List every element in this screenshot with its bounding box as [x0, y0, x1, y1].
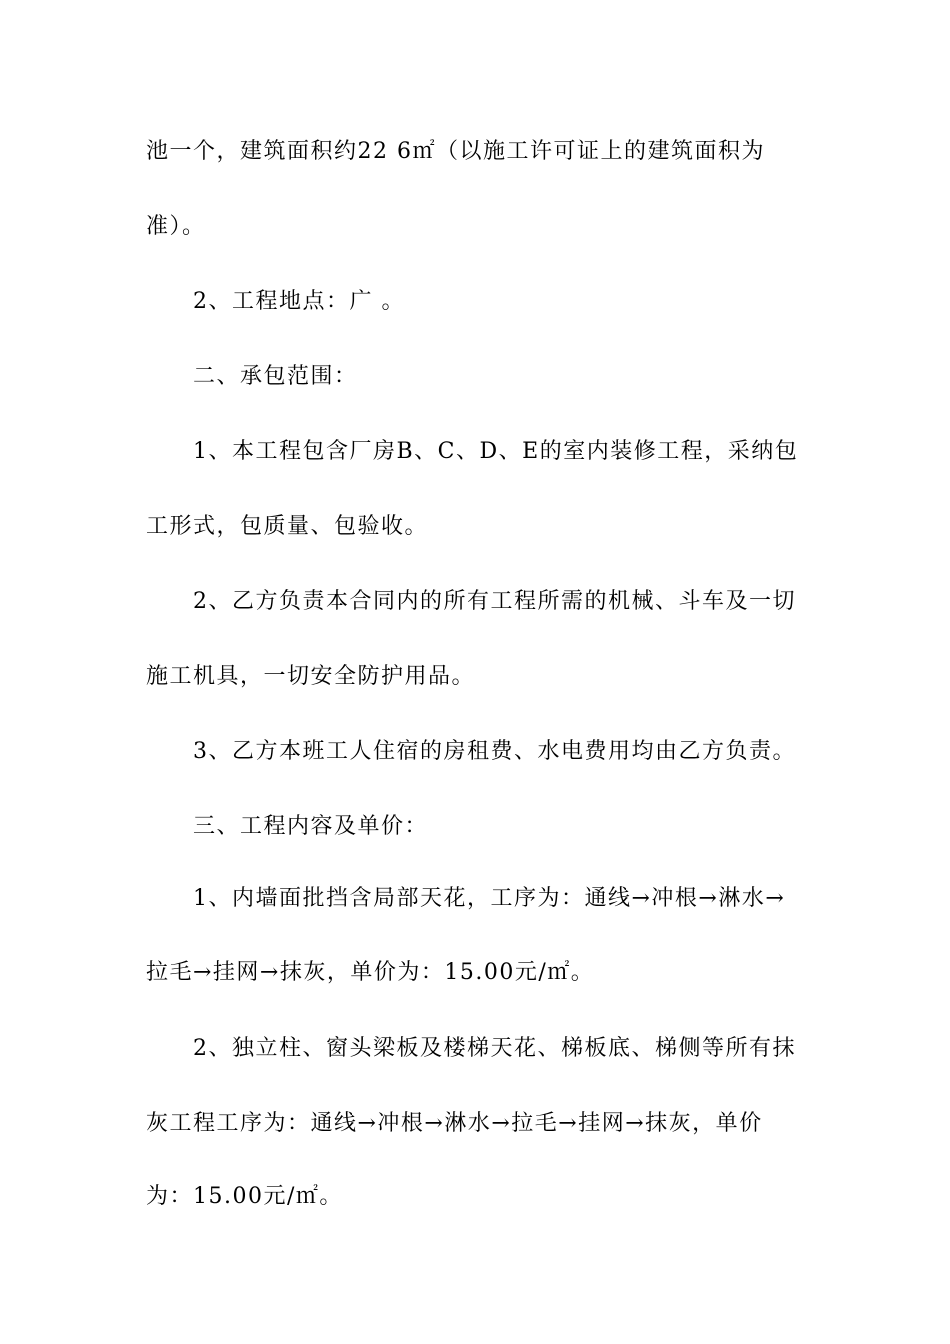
- text-line: 拉毛→挂网→抹灰，单价为：15.00元/㎡。: [146, 960, 595, 985]
- text-line: 池一个，建筑面积约22 6㎡（以施工许可证上的建筑面积为: [146, 139, 765, 164]
- text-line: 3、乙方本班工人住宿的房租费、水电费用均由乙方负责。: [193, 739, 796, 764]
- text-line: 准）。: [146, 214, 206, 239]
- text-line: 1、本工程包含厂房B、C、D、E的室内装修工程，采纳包: [193, 439, 799, 464]
- section-heading: 二、承包范围：: [193, 364, 358, 389]
- text-line: 2、独立柱、窗头梁板及楼梯天花、梯板底、梯侧等所有抹: [193, 1036, 796, 1061]
- text-line: 1、内墙面批挡含局部天花，工序为：通线→冲根→淋水→: [193, 886, 786, 911]
- text-line: 灰工程工序为：通线→冲根→淋水→拉毛→挂网→抹灰，单价: [146, 1111, 763, 1136]
- text-line: 施工机具，一切安全防护用品。: [146, 664, 476, 689]
- text-line: 工形式，包质量、包验收。: [146, 514, 429, 539]
- text-line: 为：15.00元/㎡。: [146, 1184, 343, 1209]
- text-line: 2、乙方负责本合同内的所有工程所需的机械、斗车及一切: [193, 589, 796, 614]
- text-line: 2、工程地点：广 。: [193, 289, 405, 314]
- section-heading: 三、工程内容及单价：: [193, 814, 429, 839]
